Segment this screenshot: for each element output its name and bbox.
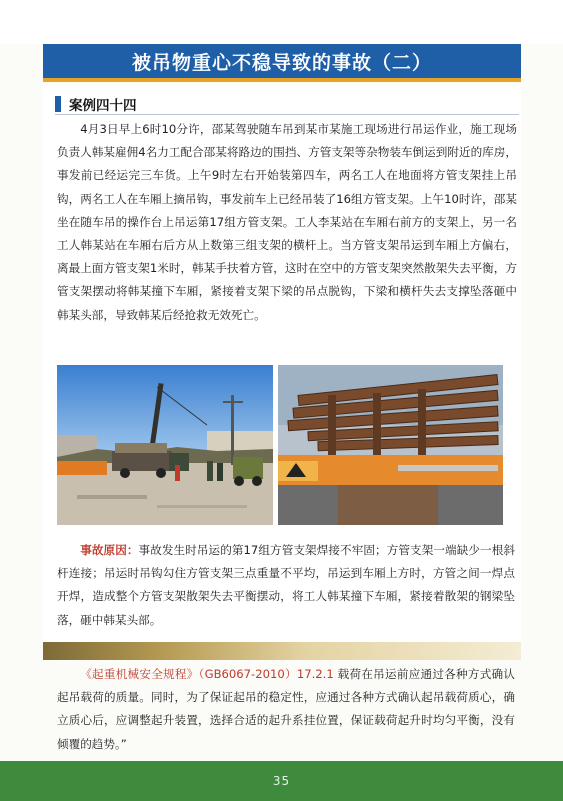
case-title: 案例四十四 <box>69 98 137 114</box>
regulation-title: 《起重机械安全规程》（GB6067-2010）17.2.1 <box>80 667 334 681</box>
regulation-paragraph <box>57 663 515 756</box>
case-divider <box>55 114 519 115</box>
page-title: 被吊物重心不稳导致的事故（二） <box>131 51 432 74</box>
footer <box>0 761 563 801</box>
case-marker <box>55 96 61 112</box>
case-body: 4月3日早上6时10分许，邵某驾驶随车吊到某市某施工现场进行吊运作业，施工现场负责人韩某雇佣4名力工配合邵某将路边的围挡、方管支架等杂物装车倒运到附近的库房，事发前已经运完三车货。上午9时左右开始装第四车，两名工人在地面将方管支架挂上吊钩，两名工人在车厢上摘吊钩，事发前车上已经吊装了16组方管支架。上午10时许，邵某坐在随车吊的操作台上吊运第17组方管支架。工人李某站在车厢右前方的支架上，另一名工人韩某站在车厢右后方从上数第三组支架的横杆上。当方管支架吊运到车厢上方偏右，离最上面方管支架1米时，韩某手扶着方管，这时在空中的方管支架突然散架失去平衡，方管支架摆动将韩某撞下车厢，紧接着支架下梁的吊点脱钩，下梁和横杆失去支撑坠落砸中韩某头部，导致韩某后经抢救无效死亡。 <box>57 122 517 322</box>
page-number: 35 <box>272 774 291 788</box>
title-banner <box>43 44 521 82</box>
regulation-text: 载荷在吊运前应通过各种方式确认起吊载荷的质量。同时，为了保证起吊的稳定性，应通过各种方式确认起吊载荷质心，确立质心后，应调整起升装置，选择合适的起升系挂位置，保证载荷起升时均匀平衡，没有倾覆的趋势。” <box>57 667 515 751</box>
cause-paragraph <box>57 539 515 632</box>
case-header <box>55 94 137 114</box>
top-band <box>0 0 563 44</box>
cause-text: 事故发生时吊运的第17组方管支架焊接不牢固；方管支架一端缺少一根斜杆连接；吊运时吊钩勾住方管支架三点重量不平均，吊运到车厢上方时，方管之间一焊点开焊，造成整个方管支架散架失去平衡摆动，将工人韩某撞下车厢，紧接着散架的钢梁坠落，砸中韩某头部。 <box>57 543 515 627</box>
tube-supports-photo <box>278 365 503 525</box>
section-divider-strip <box>43 642 521 660</box>
cause-label: 事故原因： <box>80 543 139 557</box>
accident-site-photo <box>57 365 273 525</box>
